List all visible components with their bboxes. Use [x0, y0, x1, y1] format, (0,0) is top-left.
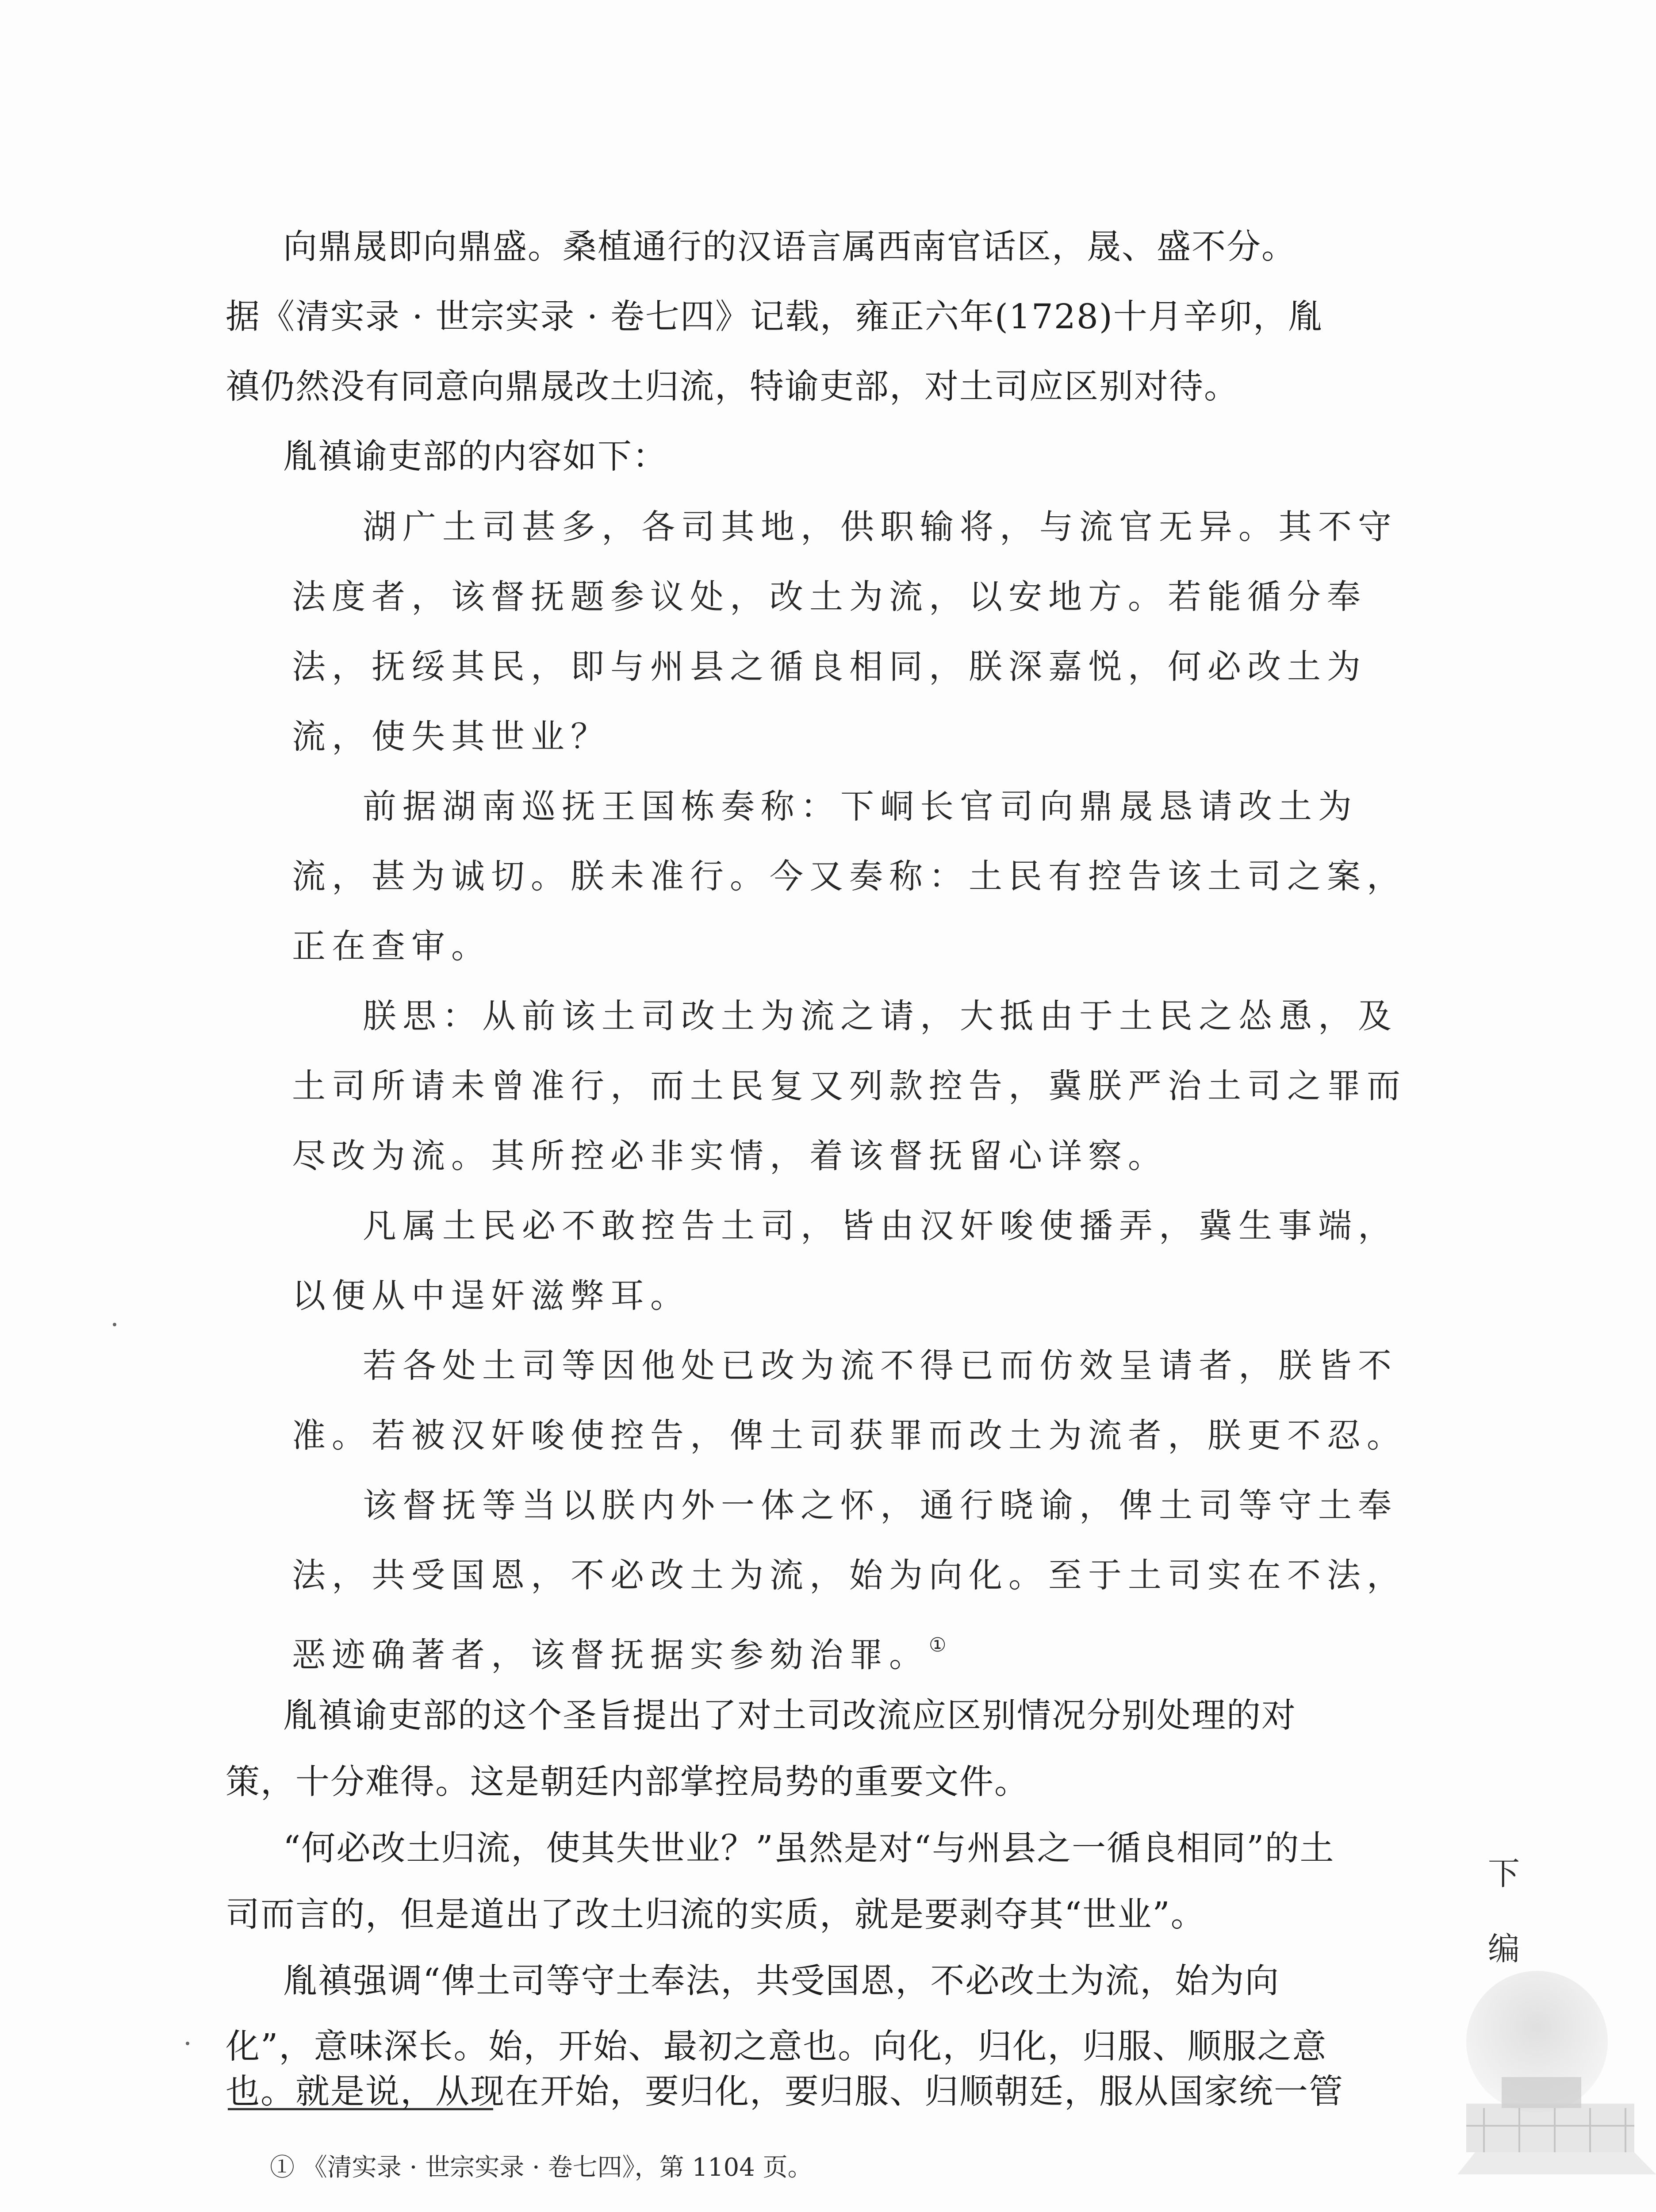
quote-line: 准。若被汉奸唆使控告，俾土司获罪而改土为流者，朕更不忍。 — [292, 1416, 1407, 1455]
quote-line: 法度者，该督抚题参议处，改土为流，以安地方。若能循分奉 — [292, 577, 1367, 616]
scan-speck — [186, 2042, 189, 2045]
quote-line: 该督抚等当以朕内外一体之怀，通行晓谕，俾土司等守土奉 — [363, 1486, 1398, 1525]
section-label-char: 下 — [1487, 1855, 1520, 1892]
footnote-reference[interactable]: ① — [929, 1634, 947, 1656]
quote-line — [292, 1610, 1389, 1690]
decor-wall — [1466, 2104, 1634, 2152]
paragraph-line: “何必改土归流，使其失世业？”虽然是对“与州县之一循良相同”的土 — [283, 1829, 1335, 1868]
paragraph-line: 胤禛强调“俾土司等守土奉法，共受国恩，不必改土为流，始为向 — [283, 1962, 1280, 2001]
quote-line: 正在查审。 — [292, 926, 491, 966]
paragraph-line: 策，十分难得。这是朝廷内部掌控局势的重要文件。 — [226, 1763, 1029, 1802]
paragraph-line: 向鼎晟即向鼎盛。桑植通行的汉语言属西南官话区，晟、盛不分。 — [283, 227, 1296, 267]
footnote-text: ① 《清实录 · 世宗实录 · 卷七四》，第 1104 页。 — [270, 2153, 813, 2182]
quote-line: 凡属土民必不敢控告土司，皆由汉奸唆使播弄，冀生事端， — [363, 1206, 1398, 1245]
paragraph-line: 禛仍然没有同意向鼎晟改土归流，特谕吏部，对土司应区别对待。 — [226, 367, 1239, 407]
decor-base — [1457, 2152, 1656, 2174]
scan-speck — [113, 1323, 116, 1326]
quote-line: 流，甚为诚切。朕未准行。今又奏称：土民有控告该土司之案， — [292, 856, 1407, 896]
paragraph-line: 也。就是说，从现在开始，要归化，要归服、归顺朝廷，服从国家统一管 — [226, 2072, 1344, 2112]
quote-line: 法，抚绥其民，即与州县之循良相同，朕深嘉悦，何必改土为 — [292, 647, 1367, 686]
paragraph-line: 化”，意味深长。始，开始、最初之意也。向化，归化，归服、顺服之意 — [226, 2027, 1327, 2066]
paragraph-line: 据《清实录 · 世宗实录 · 卷七四》记载，雍正六年(1728)十月辛卯，胤 — [226, 297, 1323, 337]
quote-line: 若各处土司等因他处已改为流不得已而仿效呈请者，朕皆不 — [363, 1346, 1398, 1385]
section-label-char: 编 — [1487, 1930, 1520, 1967]
paragraph-line: 胤禛谕吏部的这个圣旨提出了对土司改流应区别情况分别处理的对 — [283, 1696, 1296, 1736]
paragraph-line: 司而言的，但是道出了改土归流的实质，就是要剥夺其“世业”。 — [226, 1895, 1206, 1935]
quote-line: 前据湖南巡抚王国栋奏称：下峒长官司向鼎晟恳请改土为 — [363, 787, 1358, 826]
margin-illustration — [1449, 1966, 1656, 2197]
decor-gate — [1502, 2077, 1581, 2108]
quote-line: 流，使失其世业？ — [292, 717, 610, 756]
quote-line: 以便从中逞奸滋弊耳。 — [292, 1276, 690, 1315]
quote-line-text: 恶迹确著者，该督抚据实参劾治罪。 — [292, 1635, 929, 1674]
quote-line: 法，共受国恩，不必改土为流，始为向化。至于土司实在不法， — [292, 1555, 1407, 1595]
section-label — [1480, 1836, 1528, 1986]
quote-line: 朕思：从前该土司改土为流之请，大抵由于土民之怂恿，及 — [363, 996, 1398, 1036]
quote-line: 尽改为流。其所控必非实情，着该督抚留心详察。 — [292, 1136, 1168, 1175]
quote-line: 湖广土司甚多，各司其地，供职输将，与流官无异。其不守 — [363, 507, 1398, 546]
paragraph-line: 胤禛谕吏部的内容如下： — [283, 437, 667, 476]
quote-line: 土司所请未曾准行，而土民复又列款控告，冀朕严治土司之罪而 — [292, 1066, 1407, 1106]
